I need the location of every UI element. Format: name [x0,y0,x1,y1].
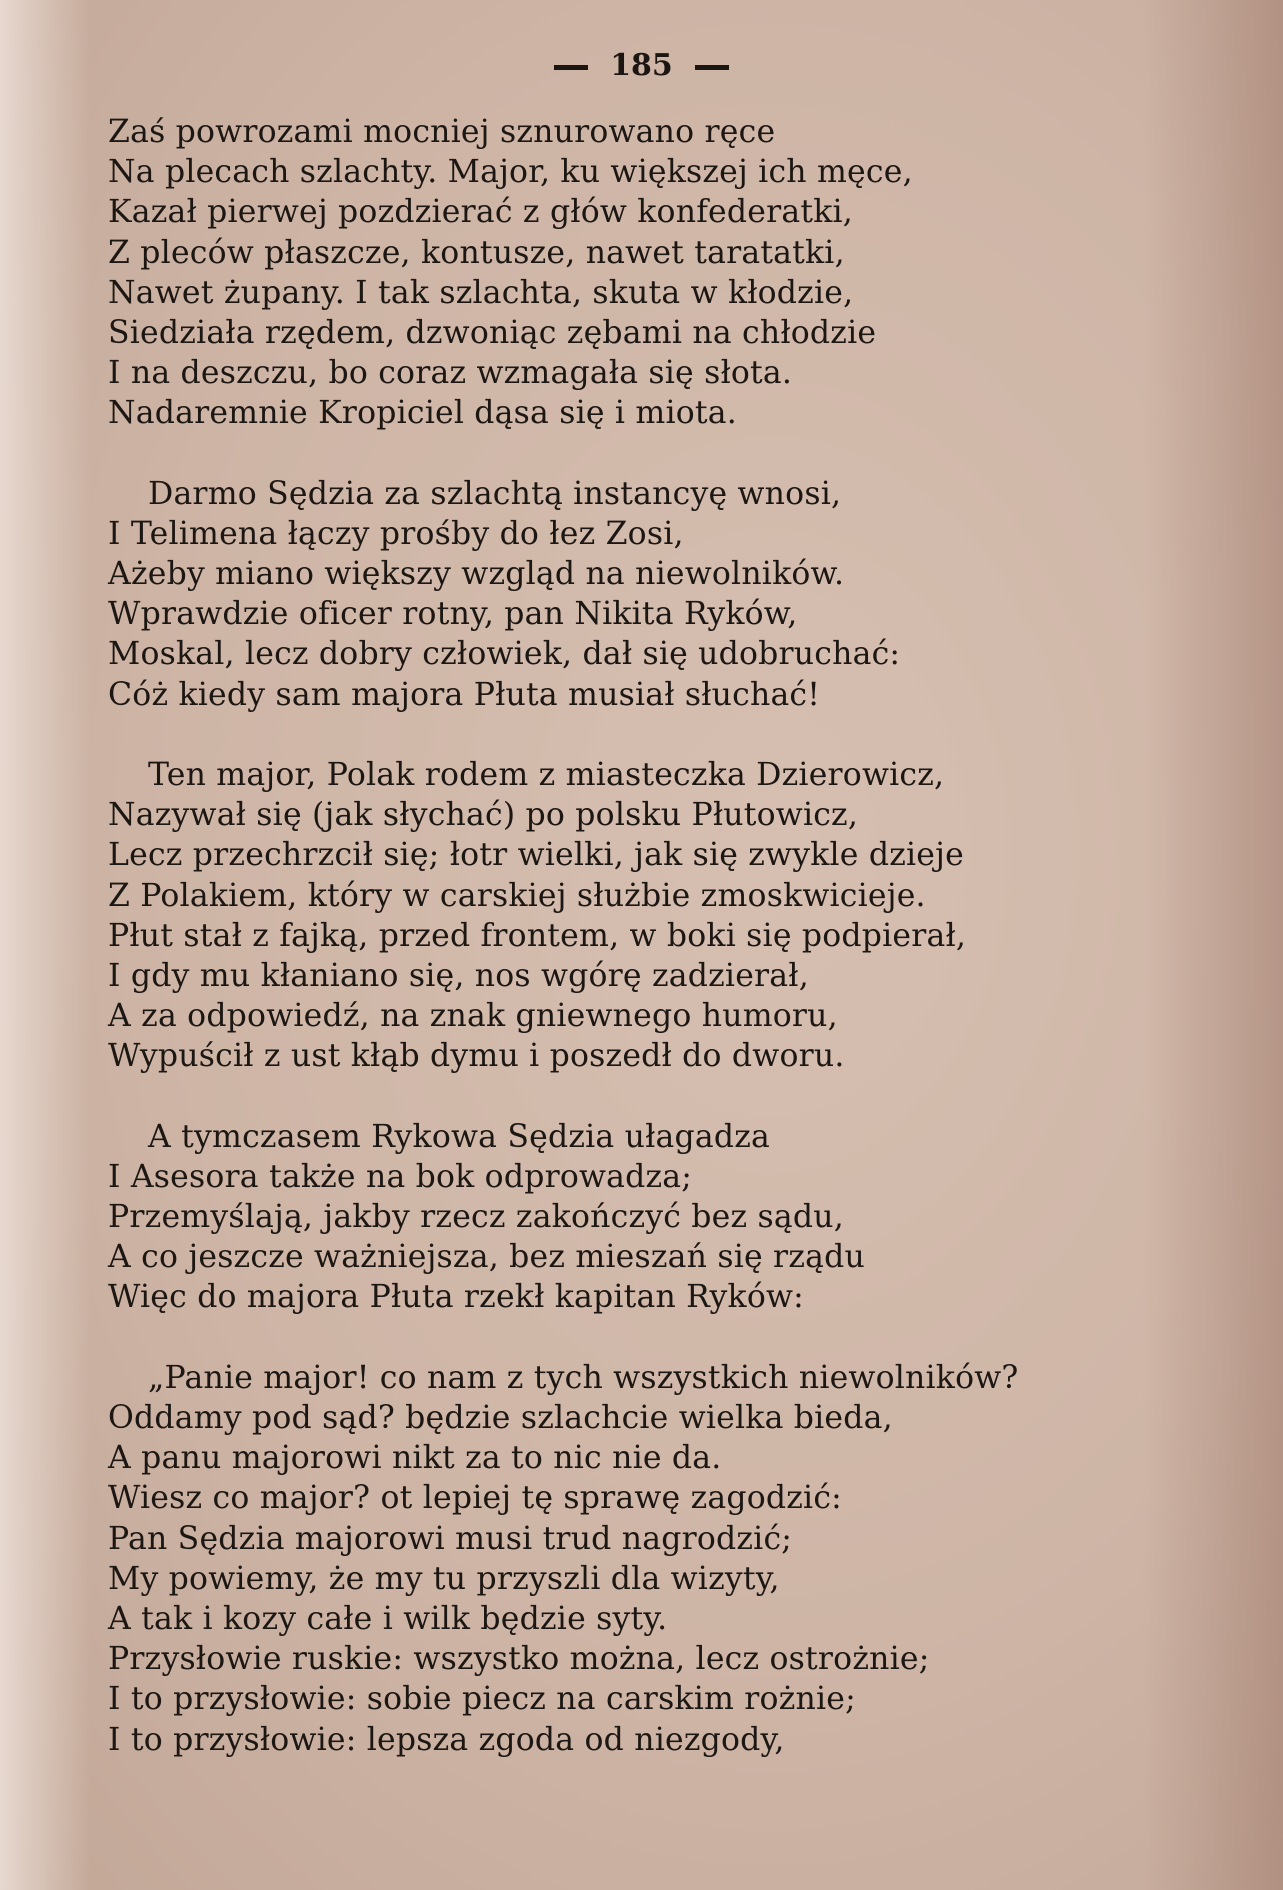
stanza-gap [108,715,1198,755]
header-dash-left [554,65,588,70]
verse-line: Przemyślają, jakby rzecz zakończyć bez sądu, [108,1199,844,1236]
verse-line: Z pleców płaszcze, kontusze, nawet taratatki, [108,234,845,271]
verse-line: Wypuścił z ust kłąb dymu i poszedł do dworu. [108,1038,845,1075]
stanza-gap [108,1077,1198,1117]
verse-line: Darmo Sędzia za szlachtą instancyę wnosi, [148,475,842,512]
verse-line: Ten major, Polak rodem z miasteczka Dzierowicz, [148,757,945,793]
header-dash-right [695,65,729,70]
verse-line: Na plecach szlachty. Major, ku większej ich męce, [108,154,913,191]
verse-line: Moskal, lecz dobry człowiek, dał się udobruchać: [108,636,901,673]
verse-line: Płut stał z fajką, przed frontem, w boki się podpierał, [108,917,967,954]
poem-text [108,112,1198,1760]
stanza-3 [108,755,1198,1077]
verse-line: Lecz przechrzcił się; łotr wielki, jak się zwykle dzieje [108,837,964,874]
verse-line: A tak i kozy całe i wilk będzie syty. [108,1600,668,1637]
stanza-gap [108,434,1198,474]
verse-line: Nawet żupany. I tak szlachta, skuta w kłodzie, [108,274,854,311]
verse-line: Z Polakiem, który w carskiej służbie zmoskwicieje. [108,877,926,914]
verse-line: „Panie major! co nam z tych wszystkich niewolników? [148,1359,1019,1396]
verse-line: My powiemy, że my tu przyszli dla wizyty, [108,1560,780,1597]
verse-line: Nazywał się (jak słychać) po polsku Płutowicz, [108,797,859,834]
stanza-1 [108,112,1198,434]
verse-line: Zaś powrozami mocniej sznurowano ręce [108,114,776,150]
verse-line: Ażeby miano większy wzgląd na niewolników. [108,556,845,593]
stanza-2 [108,474,1198,715]
stanza-5 [108,1358,1198,1760]
verse-line: A co jeszcze ważniejsza, bez mieszań się rządu [108,1239,865,1276]
verse-line: I Telimena łączy prośby do łez Zosi, [108,515,684,552]
verse-line: I gdy mu kłaniano się, nos wgórę zadzierał, [108,957,809,994]
verse-line: Pan Sędzia majorowi musi trud nagrodzić; [108,1520,793,1557]
verse-line: Nadaremnie Kropiciel dąsa się i miota. [108,395,737,432]
page-header [0,48,1283,108]
page-number: 185 [610,48,673,83]
verse-line: I na deszczu, bo coraz wzmagała się słota. [108,355,793,392]
verse-line: Kazał pierwej pozdzierać z głów konfederatki, [108,194,853,231]
verse-line: Oddamy pod sąd? będzie szlachcie wielka bieda, [108,1400,893,1436]
verse-line: I Asesora także na bok odprowadza; [108,1158,693,1195]
verse-line: Przysłowie ruskie: wszystko można, lecz ostrożnie; [108,1641,930,1678]
verse-line: A tymczasem Rykowa Sędzia ułagadza [148,1118,770,1155]
stanza-gap [108,1318,1198,1358]
verse-line: Wprawdzie oficer rotny, pan Nikita Ryków, [108,596,798,633]
verse-line: A panu majorowi nikt za to nic nie da. [108,1440,722,1477]
verse-line: I to przysłowie: lepsza zgoda od niezgody, [108,1721,785,1758]
stanza-4 [108,1117,1198,1318]
verse-line: Cóż kiedy sam majora Płuta musiał słuchać! [108,676,821,713]
verse-line: Więc do majora Płuta rzekł kapitan Ryków: [108,1279,804,1316]
verse-line: A za odpowiedź, na znak gniewnego humoru, [108,998,838,1035]
verse-line: Siedziała rzędem, dzwoniąc zębami na chłodzie [108,314,877,351]
verse-line: I to przysłowie: sobie piecz na carskim rożnie; [108,1681,856,1718]
verse-line: Wiesz co major? ot lepiej tę sprawę zagodzić: [108,1480,842,1517]
